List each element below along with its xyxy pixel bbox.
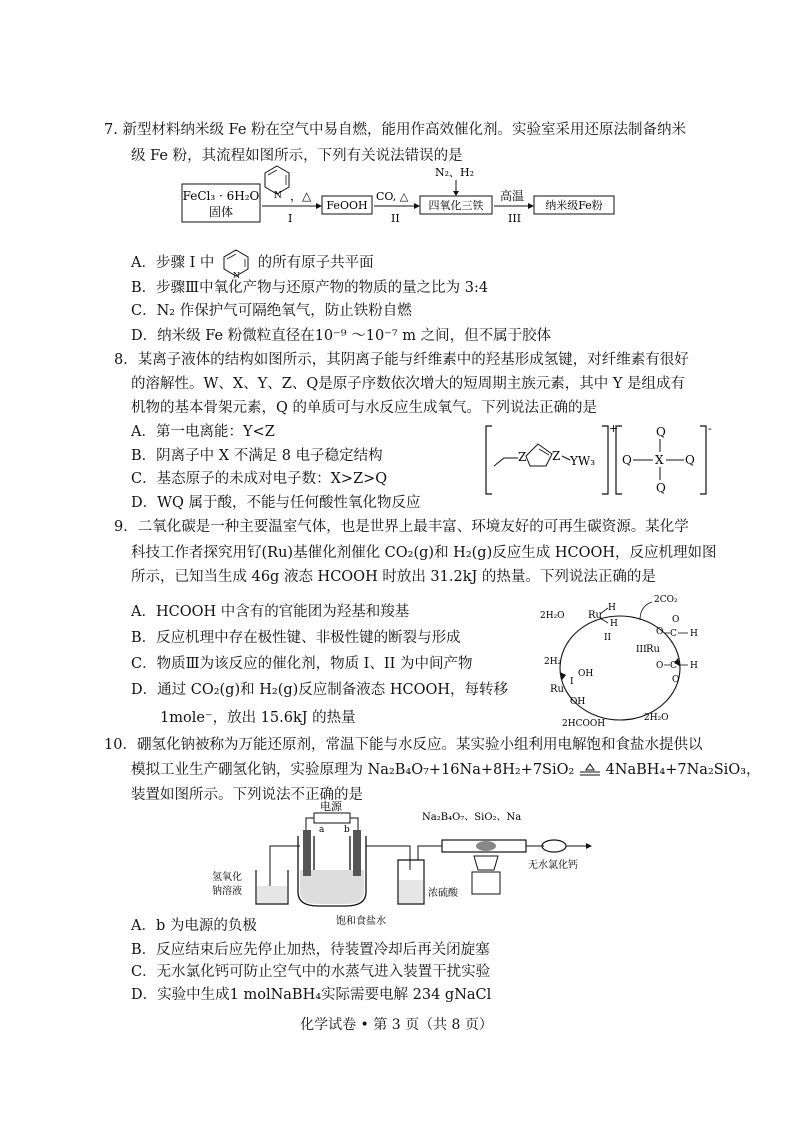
flow-arrow3-label: 高温	[500, 189, 525, 203]
cycle-c1: C	[670, 629, 677, 639]
flow-arrow1-label: ，△	[290, 189, 312, 203]
cycle-h4: H	[690, 661, 698, 671]
q9-stem-line3: 所示，已知当生成 46g 液态 HCOOH 时放出 31.2kJ 的热量。下列说法正确的是	[131, 569, 656, 585]
cycle-o1: O	[656, 627, 664, 637]
flow-arrow2-step: II	[391, 212, 400, 225]
app-h2so4: 浓硫酸	[428, 888, 458, 899]
q8-stem-line3: 机物的基本骨架元素，Q 的单质可与水反应生成氧气。下列说法正确的是	[131, 400, 597, 416]
flow-box1-line2: 固体	[208, 205, 234, 219]
q8-option-d: D．WQ 属于酸，不能与任何酸性氧化物反应	[131, 495, 421, 511]
q8-option-c: C．基态原子的未成对电子数：X>Z>Q	[131, 471, 388, 487]
q7-option-a-post: 的所有原子共平面	[257, 255, 374, 271]
cycle-oh1: OH	[570, 697, 586, 707]
q10-option-c: C．无水氯化钙可防止空气中的水蒸气进入装置干扰实验	[131, 964, 491, 980]
cycle-h3: H	[690, 629, 698, 639]
q7-stem-line2: 级 Fe 粉，其流程如图所示，下列有关说法错误的是	[131, 148, 463, 164]
page-footer: 化学试卷 • 第 3 页（共 8 页）	[300, 1017, 493, 1033]
q8-stem-line1: 8．某离子液体的结构如图所示，其阴离子能与纤维素中的羟基形成氢键，对纤维素有很好	[114, 352, 689, 368]
cycle-ru-top: Ru	[588, 610, 602, 621]
cation-z2: Z	[552, 449, 561, 463]
cycle-label-ii: II	[604, 633, 612, 643]
q7-flow-diagram	[170, 160, 620, 230]
q7-option-b: B．步骤Ⅲ中氧化产物与还原产物的物质的量之比为 3:4	[131, 280, 489, 296]
cycle-h2o-tl: 2H₂O	[540, 611, 565, 621]
q9-stem-line2: 科技工作者探究用钌(Ru)基催化剂催化 CO₂(g)和 H₂(g)反应生成 HCOOH，反应机理如图	[131, 545, 717, 561]
cycle-h2: H	[610, 619, 618, 629]
q10-option-d: D．实验中生成1 molNaBH₄实际需要电解 234 gNaCl	[131, 987, 492, 1003]
power-source-icon	[314, 813, 350, 823]
flow-arrow3-step: III	[508, 212, 522, 225]
cycle-c2: C	[670, 661, 677, 671]
flow-box1-line1: FeCl₃ · 6H₂O	[182, 189, 260, 203]
q7-option-d: D．纳米级 Fe 粉微粒直径在10⁻⁹ ～10⁻⁷ m 之间，但不属于胶体	[131, 328, 552, 344]
anion-minus: -	[708, 422, 712, 435]
q8-stem-line2: 的溶解性。W、X、Y、Z、Q是原子序数依次增大的短周期主族元素，其中 Y 是组成有	[131, 376, 686, 392]
q7-option-c: C．N₂ 作保护气可隔绝氧气，防止铁粉自燃	[131, 303, 412, 319]
anion-q-top: Q	[656, 425, 666, 439]
cycle-co2: 2CO₂	[654, 595, 678, 605]
q8-ionic-liquid-structure	[478, 420, 718, 500]
anion-x: X	[655, 453, 664, 467]
q9-option-a: A．HCOOH 中含有的官能团为羟基和羧基	[131, 604, 410, 620]
q7-option-a-pre: A．步骤 I 中	[131, 255, 215, 271]
q10-option-b: B．反应结束后应先停止加热，待装置冷却后再关闭旋塞	[131, 942, 490, 958]
q10-apparatus-diagram	[210, 800, 600, 927]
q9-option-d-line2: 1mole⁻，放出 15.6kJ 的热量	[160, 710, 356, 726]
cycle-o2: O	[672, 615, 680, 625]
cycle-o3: O	[656, 661, 664, 671]
cycle-ru-right: Ru	[646, 644, 660, 655]
flow-box4: 纳米级Fe粉	[545, 199, 603, 212]
flow-box3: 四氧化三铁	[428, 199, 484, 212]
cycle-label-iii: III	[636, 645, 647, 655]
anion-q-left: Q	[622, 453, 632, 467]
q9-catalytic-cycle	[528, 588, 718, 738]
q9-stem-line1: 9．二氧化碳是一种主要温室气体，也是世界上最丰富、环境友好的可再生碳资源。某化学	[114, 519, 689, 535]
app-brine: 饱和食盐水	[336, 916, 386, 927]
cycle-h2o-br: 2H₂O	[644, 713, 669, 723]
q10-stem-line2	[131, 760, 761, 780]
q7-stem-line1: 7. 新型材料纳米级 Fe 粉在空气中易自燃，能用作高效催化剂。实验室采用还原法制备纳米	[104, 122, 687, 138]
q10-stem-line2-post: 4NaBH₄+7Na₂SiO₃，	[605, 762, 761, 778]
q9-option-c: C．物质Ⅲ为该反应的催化剂，物质 I、II 为中间产物	[131, 656, 473, 672]
flow-arrow1-step: I	[288, 212, 293, 225]
electrode-right	[353, 830, 361, 876]
cation-plus: +	[609, 422, 619, 435]
app-reagents: Na₂B₄O₇、SiO₂、Na	[422, 812, 522, 823]
pyridine-icon	[219, 248, 253, 278]
app-naoh-l1: 氢氧化	[212, 872, 242, 883]
cycle-oh2: OH	[578, 669, 594, 679]
svg-text:N: N	[274, 191, 282, 201]
flow-box3-top: N₂、H₂	[435, 166, 475, 179]
cation-z1: Z	[518, 450, 527, 464]
app-power: 电源	[320, 800, 342, 813]
drying-tube	[542, 840, 566, 852]
svg-text:N: N	[233, 271, 241, 280]
anion-q-bottom: Q	[656, 481, 666, 495]
q10-option-a: A．b 为电源的负极	[131, 918, 257, 934]
q10-stem-line1: 10．硼氢化钠被称为万能还原剂，常温下能与水反应。某实验小组利用电解饱和食盐水提供以	[104, 737, 703, 753]
cycle-ru-left: Ru	[550, 684, 564, 695]
q8-option-b: B．阴离子中 X 不满足 8 电子稳定结构	[131, 448, 383, 464]
q10-stem-line3: 装置如图所示。下列说法不正确的是	[131, 787, 363, 803]
app-a: a	[319, 825, 325, 835]
heat-arrow-icon	[579, 763, 601, 777]
q7-option-a	[131, 248, 374, 278]
flow-arrow2-label: CO, △	[376, 190, 409, 203]
q10-stem-line2-pre: 模拟工业生产硼氢化钠，实验原理为 Na₂B₄O₇+16Na+8H₂+7SiO₂	[131, 762, 575, 778]
cycle-o4: O	[672, 675, 680, 685]
anion-q-right: Q	[685, 453, 695, 467]
cycle-h1: H	[608, 603, 616, 613]
app-cacl2: 无水氯化钙	[528, 860, 578, 871]
q9-option-b: B．反应机理中存在极性键、非极性键的断裂与形成	[131, 630, 461, 646]
electrode-left	[303, 830, 311, 876]
app-b: b	[344, 825, 350, 835]
q9-option-d-line1: D．通过 CO₂(g)和 H₂(g)反应制备液态 HCOOH，每转移	[131, 682, 509, 698]
burner-icon	[474, 856, 498, 870]
cycle-h2: 2H₂	[544, 657, 562, 667]
cycle-hcooh: 2HCOOH	[562, 719, 606, 729]
cation-yw3: YW₃	[570, 454, 596, 468]
flow-box2: FeOOH	[326, 199, 368, 212]
cycle-label-i: I	[570, 677, 574, 687]
q8-option-a: A．第一电离能：Y<Z	[131, 424, 275, 440]
app-naoh-l2: 钠溶液	[212, 886, 242, 897]
